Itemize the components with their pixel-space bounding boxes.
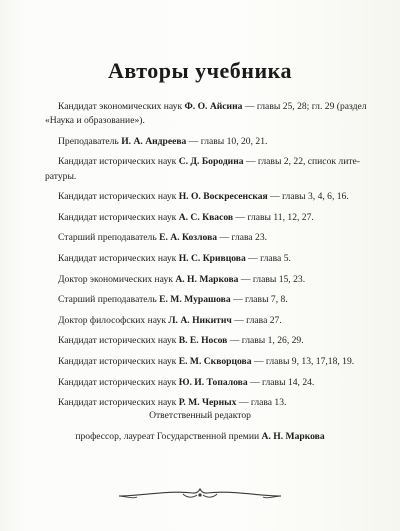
author-name: А. С. Квасов [178, 211, 234, 223]
editor-line: профессор, лауреат Государственной премии А. Н. Маркова [75, 431, 325, 442]
editor-name: А. Н. Маркова [261, 431, 325, 442]
ornament-divider-icon [113, 484, 287, 502]
author-entry: Кандидат исторических наук Н. О. Воскресенская — главы 3, 4, 6, 16. [58, 191, 349, 203]
author-name: Р. М. Черных [178, 397, 237, 409]
author-name: И. А. Андреева [121, 135, 187, 147]
page-title: Авторы учебника [107, 58, 292, 83]
authors-list [45, 100, 376, 417]
author-name: Е. А. Козлова [159, 232, 218, 244]
author-entry: Доктор экономических наук А. Н. Маркова — главы 15, 23. [58, 273, 306, 285]
author-entry: Преподаватель И. А. Андреева — главы 10, 20, 21. [58, 135, 268, 147]
editor-heading: Ответственный редактор [149, 410, 251, 421]
author-entry: Доктор философских наук Л. А. Никитич — глава 27. [58, 314, 282, 326]
author-name: Ф. О. Айсина [184, 101, 243, 112]
author-entry: Кандидат исторических наук Е. М. Скворцова — главы 9, 13, 17,18, 19. [58, 355, 355, 367]
author-entry: Кандидат исторических наук В. Е. Носов — главы 1, 26, 29. [58, 335, 304, 347]
author-entry: Кандидат исторических наук Ю. И. Топалова — главы 14, 24. [58, 376, 315, 388]
author-name: В. Е. Носов [178, 335, 228, 347]
author-name: Н. О. Воскресенская [178, 191, 268, 203]
author-entry: Кандидат экономических наук Ф. О. Айсина — главы 25, 28; гл. 29 (раздел «Наука и образование»). [45, 101, 367, 127]
author-name: А. Н. Маркова [175, 273, 239, 285]
author-name: С. Д. Бородина [178, 156, 244, 168]
author-entry: Старший преподаватель Е. А. Козлова — глава 23. [58, 232, 268, 244]
author-name: Л. А. Никитич [168, 314, 232, 326]
author-entry: Кандидат исторических наук А. С. Квасов — главы 11, 12, 27. [58, 211, 314, 223]
author-name: Н. С. Кривцова [178, 252, 246, 264]
author-name: Е. М. Скворцова [178, 355, 252, 367]
author-entry: Кандидат исторических наук С. Д. Бородина — главы 2, 22, список лите- ратуры. [45, 156, 360, 182]
author-entry: Старший преподаватель Е. М. Мурашова — главы 7, 8. [58, 294, 288, 306]
author-entry: Кандидат исторических наук Н. С. Кривцова — глава 5. [58, 252, 291, 264]
author-entry: Кандидат исторических наук Р. М. Черных — глава 13. [58, 397, 287, 409]
author-name: Ю. И. Топалова [178, 376, 248, 388]
author-name: Е. М. Мурашова [159, 294, 231, 306]
